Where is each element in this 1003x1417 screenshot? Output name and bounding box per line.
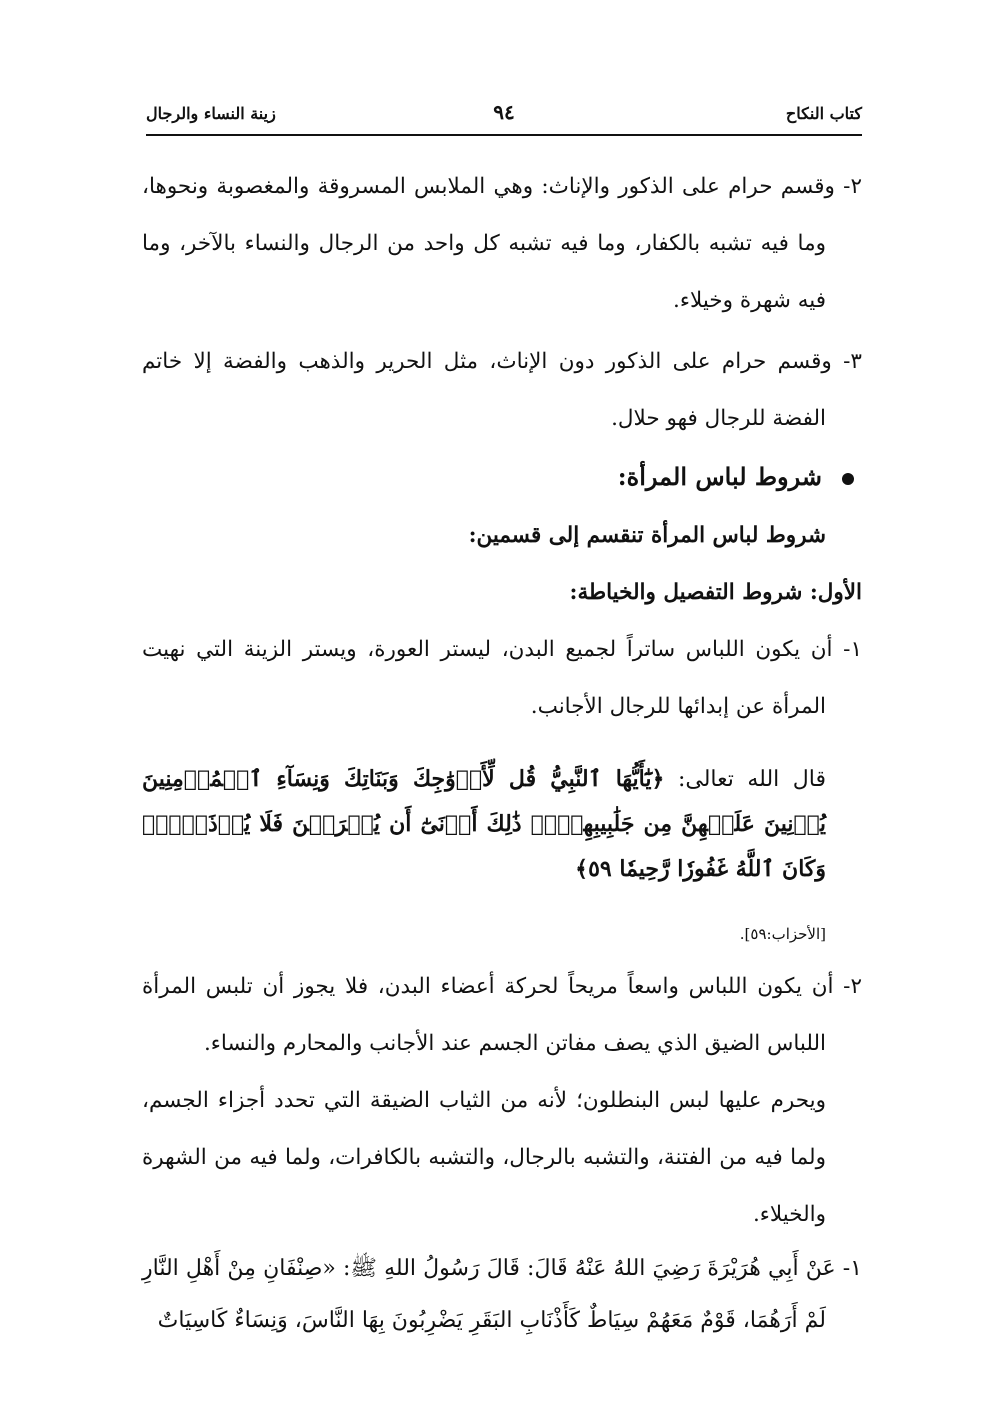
condition-2-paragraph: ويحرم عليها لبس البنطلون؛ لأنه من الثياب الضيقة التي تحدد أجزاء الجسم، ولما فيه من الفتنة، والتشبه بالرجال، والتشبه بالكافرات، ولما فيه من الشهرة والخيلاء. [142, 1088, 826, 1227]
list-item-text: وقسم حرام على الذكور دون الإناث، مثل الحرير والذهب والفضة إلا خاتم الفضة للرجال فهو حلال. [142, 349, 832, 431]
list-number: ١- [832, 637, 862, 662]
hadith-1 [142, 1243, 862, 1347]
header-chapter-title: كتاب النكاح [785, 104, 862, 123]
condition-text: أن يكون اللباس واسعاً مريحاً لحركة أعضاء البدن، فلا يجوز أن تلبس المرأة اللباس الضيق الذي يصف مفاتن الجسم عند الأجانب والمحارم والنساء. [142, 974, 834, 1056]
quran-quote [142, 757, 862, 892]
bullet-heading [142, 447, 862, 507]
list-number: ٣- [831, 349, 862, 374]
quran-intro: قال الله تعالى: [664, 767, 827, 792]
quran-verse: ﴿يَٰٓأَيُّهَا ٱلنَّبِيُّ قُل لِّأَزۡوَٰجِكَ وَبَنَاتِكَ وَنِسَآءِ ٱلۡمُؤۡمِنِينَ يُدۡنِينَ عَلَيۡهِنَّ مِن جَلَٰبِيبِهِنَّۚ ذَٰلِكَ أَدۡنَىٰٓ أَن يُعۡرَفۡنَ فَلَا يُؤۡذَيۡنَۗ وَكَانَ ٱللَّهُ غَفُورٗا رَّحِيمٗا ٥٩﴾ [142, 766, 826, 882]
condition-2 [142, 958, 862, 1072]
header-section-title: زينة النساء والرجال [146, 104, 276, 123]
subheading: شروط لباس المرأة تنقسم إلى قسمين: [468, 523, 826, 548]
condition-text: أن يكون اللباس ساتراً لجميع البدن، ليستر العورة، ويستر الزينة التي نهيت المرأة عن إبدائها للرجال الأجانب. [142, 637, 833, 719]
list-number: ٢- [834, 174, 862, 199]
list-number: ١- [835, 1256, 862, 1281]
list-item-text: وقسم حرام على الذكور والإناث: وهي الملابس المسروقة والمغصوبة ونحوها، وما فيه تشبه بالكفار، وما فيه تشبه كل واحد من الرجال والنساء بالآخر، وما فيه شهرة وخيلاء. [142, 174, 835, 313]
header-divider [146, 134, 862, 136]
page-number: ٩٤ [493, 100, 515, 124]
section-heading: الأول: شروط التفصيل والخياطة: [569, 580, 862, 605]
page-header [146, 100, 862, 134]
bullet-icon [842, 473, 854, 485]
list-number: ٢- [833, 974, 863, 999]
condition-1 [142, 621, 862, 735]
hadith-text: عَنْ أَبِي هُرَيْرَةَ رَضِيَ اللهُ عَنْهُ قَالَ: قَالَ رَسُولُ اللهِ ﷺ: «صِنْفَانِ مِنْ أَهْلِ النَّارِ لَمْ أَرَهُمَا، قَوْمٌ مَعَهُمْ سِيَاطٌ كَأَذْنَابِ البَقَرِ يَضْرِبُونَ بِهَا النَّاسَ، وَنِسَاءٌ كَاسِيَاتٌ [142, 1256, 836, 1333]
quran-reference: [الأحزاب:٥٩]. [739, 925, 826, 943]
list-item-2 [142, 158, 862, 329]
list-item-3 [142, 333, 862, 447]
bullet-heading-text: شروط لباس المرأة: [617, 462, 822, 491]
page-body [142, 158, 862, 1347]
